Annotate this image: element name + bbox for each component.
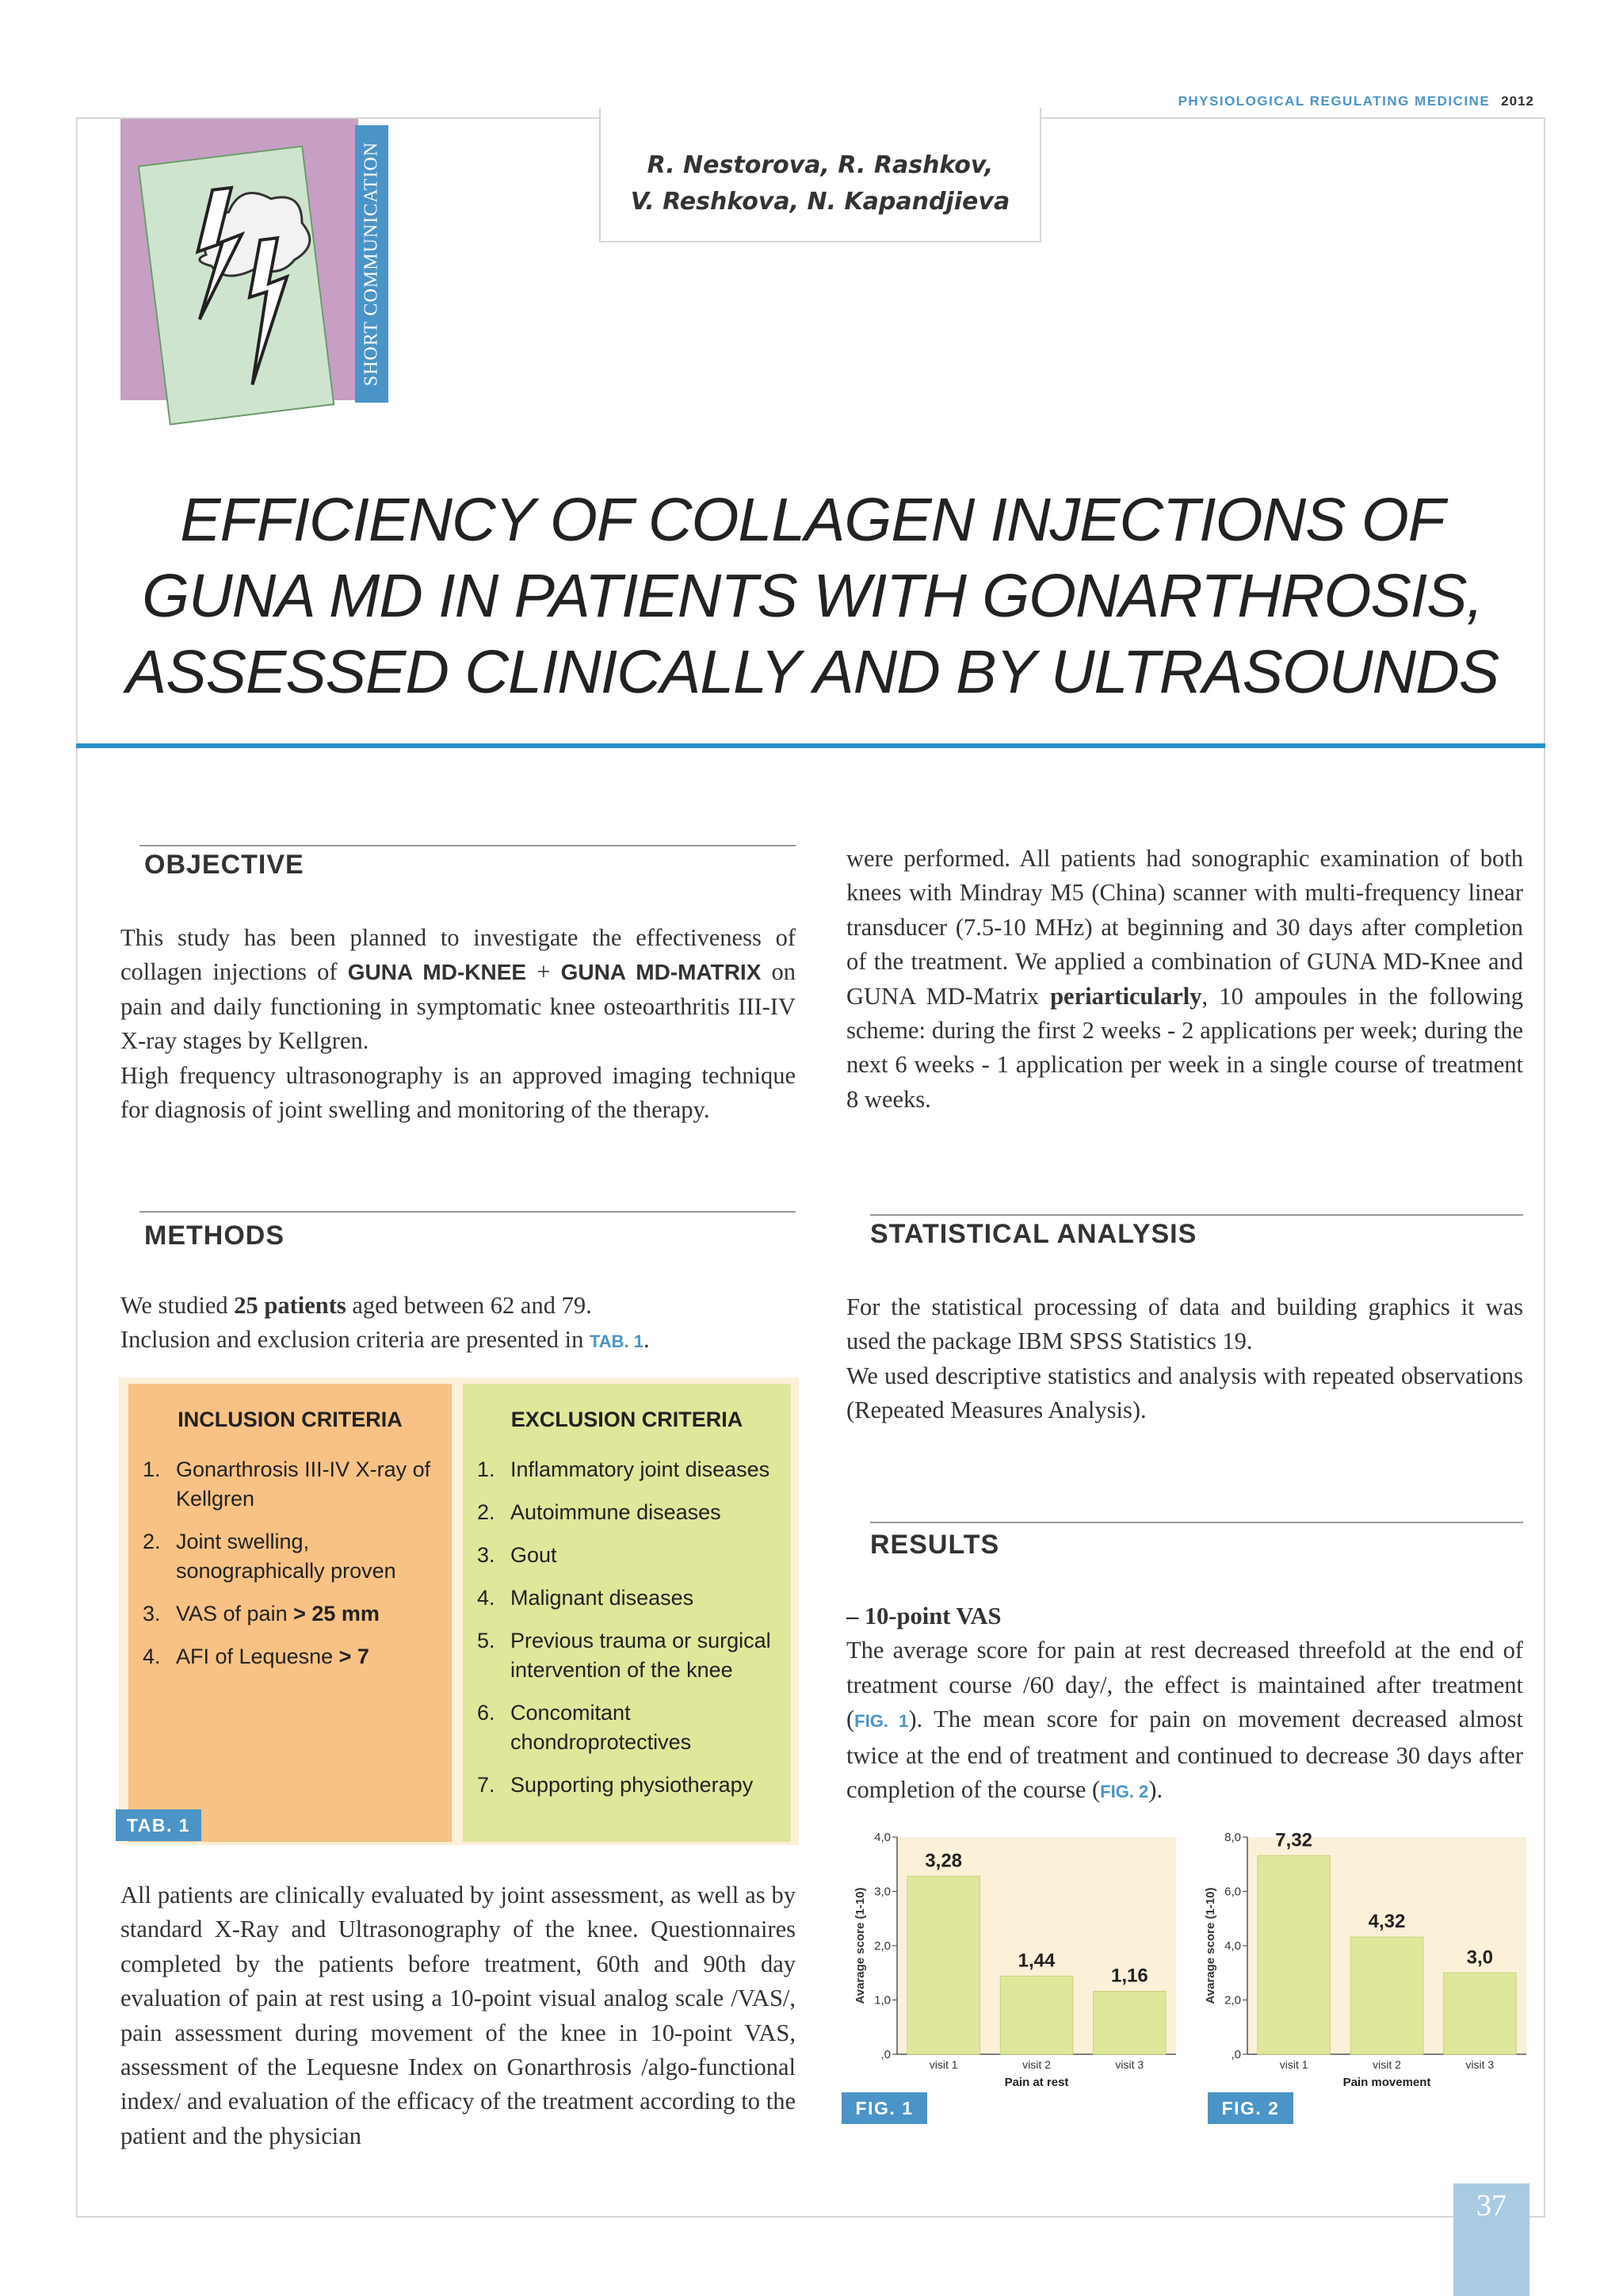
x-tick-label: visit 3 (1465, 2058, 1495, 2071)
x-tick-label: visit 1 (1279, 2058, 1308, 2071)
authors-line-2: V. Reshkova, N. Kapandjieva (630, 188, 1010, 216)
bar-chart-svg (1190, 1823, 1539, 2100)
item-number: 2. (477, 1500, 495, 1524)
item-number: 1. (477, 1457, 495, 1481)
methods-intro (120, 1289, 796, 1359)
exclusion-column (463, 1384, 791, 1842)
item-text: Previous trauma or surgical intervention of the knee (510, 1629, 771, 1682)
results-paragraph (846, 1633, 1523, 1809)
title-divider (76, 743, 1545, 748)
x-axis-label: Pain at rest (1004, 2076, 1069, 2089)
item-text: Malignant diseases (510, 1586, 694, 1610)
methods-paragraph-3: All patients are clinically evaluated by joint assessment, as well as by standard X-Ray and Ultrasonography of the knee. Questionnaires completed by the patients before treatment, 60th and 90th day evaluation of pain at rest using a 10-point visual analog scale /VAS/, pain assessment during movement of the knee in 10-point VAS, assessment of the Lequesne Index on Gonarthrosis /algo-functional index/ and evaluation of the efficacy of the treatment according to the patient and the physician (120, 1881, 796, 2149)
figure-2-chart (1190, 1823, 1539, 2100)
table-reference-link[interactable]: TAB. 1 (589, 1331, 644, 1352)
item-threshold: > 25 mm (293, 1602, 380, 1626)
item-number: 3. (477, 1543, 495, 1567)
short-communication-badge (355, 125, 388, 403)
results-rule (870, 1522, 1523, 1523)
title-line-1: EFFICIENCY OF COLLAGEN INJECTIONS OF (180, 486, 1445, 554)
item-text: Gout (510, 1543, 557, 1567)
procedure-text (846, 842, 1523, 1117)
bar (1350, 1937, 1423, 2054)
fig1-reference-link[interactable]: FIG. 1 (854, 1711, 909, 1732)
figure-1-chart (840, 1823, 1189, 2100)
objective-rule (139, 845, 796, 846)
results-heading: RESULTS (870, 1530, 1000, 1560)
results-text (846, 1599, 1523, 1809)
objective-text-plus: + (526, 958, 561, 986)
item-text: Supporting physiotherapy (510, 1773, 754, 1797)
bar (1444, 1973, 1517, 2054)
methods-text-a: We studied (120, 1292, 235, 1319)
methods-heading: METHODS (144, 1221, 285, 1251)
exclusion-item (477, 1455, 777, 1484)
table-tag: TAB. 1 (116, 1809, 201, 1841)
exclusion-heading: EXCLUSION CRITERIA (510, 1408, 743, 1431)
x-tick-label: visit 2 (1022, 2058, 1051, 2071)
y-tick-label: 8,0 (1224, 1831, 1241, 1844)
bar (1258, 1855, 1331, 2054)
x-axis-label: Pain movement (1342, 2076, 1431, 2089)
title-line-2: GUNA MD IN PATIENTS WITH GONARTHROSIS, (142, 562, 1483, 630)
methods-rule (139, 1211, 796, 1213)
objective-paragraph-2: High frequency ultrasonography is an approved imaging technique for diagnosis of joint swelling and monitoring of the therapy. (120, 1061, 796, 1124)
inclusion-heading: INCLUSION CRITERIA (178, 1408, 403, 1431)
bar-value-label: 3,28 (925, 1850, 963, 1872)
inclusion-item (143, 1599, 437, 1629)
item-number: 6. (477, 1701, 495, 1725)
methods-text-period: . (643, 1326, 650, 1354)
item-number: 7. (477, 1773, 495, 1797)
objective-heading: OBJECTIVE (144, 850, 304, 880)
y-axis-label: Avarage score (1-10) (1204, 1887, 1217, 2004)
item-number: 4. (143, 1645, 161, 1668)
results-text-a: The average score for pain at rest decreased threefold at the end of treatment course /60 day/, the effect is maintained after treatment ( (846, 1637, 1523, 1733)
article-title (87, 482, 1537, 710)
y-axis-label: Avarage score (1-10) (854, 1887, 867, 2004)
exclusion-item (477, 1626, 777, 1685)
bar (1000, 1976, 1073, 2054)
bar-chart-svg (840, 1823, 1189, 2100)
y-tick-label: ,0 (880, 2048, 891, 2061)
bar (1094, 1992, 1167, 2054)
item-text: Concomitant chondroprotectives (510, 1701, 692, 1754)
inclusion-item (143, 1642, 437, 1671)
objective-text (120, 921, 796, 1127)
bar-value-label: 1,16 (1110, 1965, 1148, 1987)
bar-value-label: 4,32 (1368, 1911, 1406, 1933)
methods-paragraph-2 (120, 1323, 796, 1358)
page-number: 37 (1453, 2183, 1529, 2296)
y-tick-label: 3,0 (874, 1885, 891, 1899)
exclusion-item (477, 1584, 777, 1613)
results-subheading-text: – 10-point VAS (846, 1603, 1002, 1629)
badge-label: SHORT COMMUNICATION (361, 141, 382, 387)
objective-text-d: on pain and daily functioning in symptomatic knee osteoarthritis III-IV X-ray stages by Kellgren. (120, 958, 796, 1055)
methods-text-c: aged between 62 and 79. (346, 1292, 592, 1319)
y-tick-label: 4,0 (1224, 1939, 1241, 1953)
inclusion-item (143, 1527, 437, 1586)
y-tick-label: 2,0 (874, 1939, 891, 1953)
item-number: 1. (143, 1457, 161, 1481)
journal-year: 2012 (1501, 94, 1534, 109)
item-number: 5. (477, 1629, 495, 1652)
statistical-rule (870, 1214, 1523, 1216)
methods-paragraph-1 (120, 1289, 796, 1323)
x-tick-label: visit 3 (1115, 2058, 1144, 2071)
authors-line-1: R. Nestorova, R. Rashkov, (647, 151, 994, 179)
exclusion-item (477, 1541, 777, 1570)
y-tick-label: 4,0 (874, 1831, 891, 1844)
objective-text-a: This study has been planned to investigate the effectiveness of collagen injections of (120, 924, 796, 986)
procedure-text-c: , 10 ampoules in the following scheme: during the first 2 weeks - 2 applications per week; during the next 6 weeks - 1 application per week in a single course of treatment 8 weeks. (846, 982, 1523, 1113)
item-number: 4. (477, 1586, 495, 1610)
exclusion-item (477, 1771, 777, 1800)
y-tick-label: ,0 (1231, 2048, 1241, 2061)
item-number: 3. (143, 1602, 161, 1626)
journal-name: PHYSIOLOGICAL REGULATING MEDICINE (1178, 94, 1491, 109)
item-text: Gonarthrosis III-IV X-ray of Kellgren (176, 1457, 431, 1511)
criteria-table (119, 1377, 799, 1845)
inclusion-list (143, 1455, 437, 1671)
journal-header (1178, 94, 1534, 109)
methods-patients-count: 25 patients (234, 1292, 346, 1319)
inclusion-item (143, 1455, 437, 1514)
bar-value-label: 1,44 (1018, 1950, 1056, 1972)
exclusion-item (477, 1698, 777, 1757)
y-tick-label: 6,0 (1224, 1885, 1241, 1899)
x-tick-label: visit 2 (1373, 2058, 1401, 2071)
bar-value-label: 3,0 (1466, 1946, 1494, 1969)
objective-product-2: GUNA MD-MATRIX (560, 960, 762, 985)
item-text: Joint swelling, sonographically proven (176, 1530, 396, 1583)
item-threshold: > 7 (338, 1645, 369, 1668)
procedure-paragraph (846, 842, 1523, 1117)
statistical-paragraph-2: We used descriptive statistics and analysis with repeated observations (Repeated Measures Analysis). (846, 1362, 1523, 1424)
item-number: 2. (143, 1530, 161, 1553)
inclusion-column (128, 1384, 452, 1842)
exclusion-list (477, 1455, 777, 1800)
statistical-heading: STATISTICAL ANALYSIS (870, 1219, 1197, 1249)
authors-box (599, 108, 1041, 243)
results-text-b: ). The mean score for pain on movement decreased almost twice at the end of treatment and continued to decrease 30 days after completion of the course ( (846, 1706, 1523, 1804)
item-text: Inflammatory joint diseases (510, 1457, 770, 1481)
figure-1-tag: FIG. 1 (842, 2092, 927, 2124)
procedure-periarticularly: periarticularly (1050, 982, 1202, 1010)
y-tick-label: 1,0 (874, 1993, 891, 2008)
title-line-3: ASSESSED CLINICALLY AND BY ULTRASOUNDS (125, 638, 1499, 706)
item-text: AFI of Lequesne (176, 1645, 339, 1668)
exclusion-item (477, 1498, 777, 1527)
results-subheading (846, 1599, 1523, 1633)
item-text: Autoimmune diseases (510, 1500, 721, 1524)
x-tick-label: visit 1 (929, 2058, 958, 2071)
statistical-text (846, 1290, 1523, 1428)
fig2-reference-link[interactable]: FIG. 2 (1100, 1782, 1149, 1802)
figure-2-tag: FIG. 2 (1208, 2092, 1293, 2124)
procedure-text-a: were performed. All patients had sonographic examination of both knees with Mindray M5 (China) scanner with multi-frequency linear transducer (7.5-10 MHz) at beginning and 30 days after completion of the treatment. We applied a combination of GUNA MD-Knee and GUNA MD-Matrix (846, 845, 1523, 1010)
y-tick-label: 2,0 (1224, 1993, 1241, 2008)
bar-value-label: 7,32 (1275, 1829, 1313, 1851)
bar (907, 1876, 980, 2054)
item-text: VAS of pain (176, 1602, 294, 1626)
statistical-paragraph-1: For the statistical processing of data and building graphics it was used the package IBM SPSS Statistics 19. (846, 1293, 1523, 1355)
lightning-cloud-icon (138, 145, 335, 425)
results-text-c: ). (1148, 1776, 1163, 1804)
objective-product-1: GUNA MD-KNEE (347, 960, 527, 985)
methods-text-ref-lead: Inclusion and exclusion criteria are presented in (120, 1326, 590, 1354)
objective-paragraph-1 (120, 921, 796, 1059)
